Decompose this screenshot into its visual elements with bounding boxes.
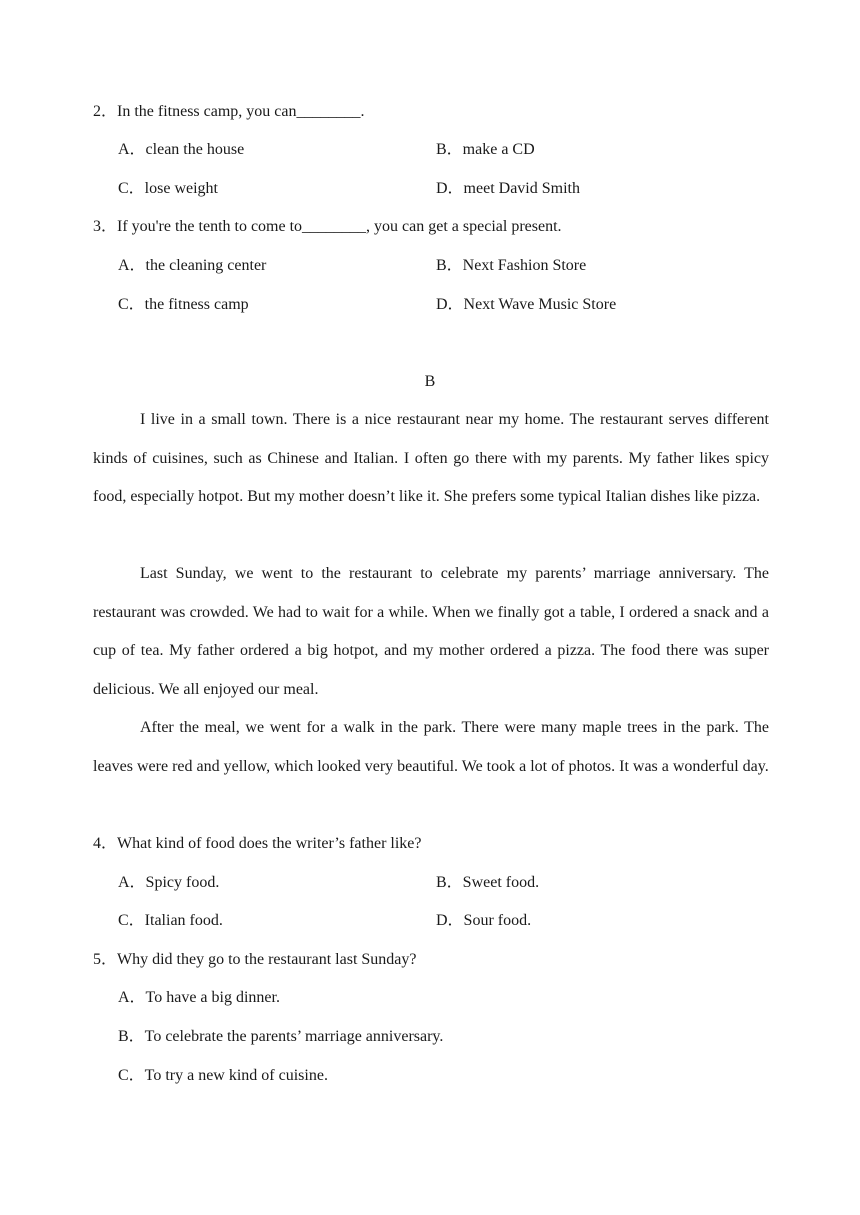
question-5-option-a: A．To have a big dinner. xyxy=(118,989,280,1006)
question-2-option-c: C．lose weight xyxy=(118,180,218,197)
passage-paragraph-1: I live in a small town. There is a nice restaurant near my home. The restaurant serves different kinds of cuisines, such as Chinese and Italian. I often go there with my parents. My father likes spicy food, especially hotpot. But my mother doesn’t like it. She prefers some typical Italian dishes like pizza. xyxy=(93,411,769,506)
passage-paragraph-3: After the meal, we went for a walk in the park. There were many maple trees in the park. The leaves were red and yellow, which looked very beautiful. We took a lot of photos. It was a wonderful day. xyxy=(93,719,769,775)
question-3-option-b: B．Next Fashion Store xyxy=(436,257,587,274)
question-2-stem: 2．In the fitness camp, you can________. xyxy=(93,103,365,120)
question-4-option-c: C．Italian food. xyxy=(118,912,223,929)
question-4-stem: 4．What kind of food does the writer’s father like? xyxy=(93,835,422,852)
question-3-option-d: D．Next Wave Music Store xyxy=(436,296,617,313)
question-4-option-a: A．Spicy food. xyxy=(118,874,220,891)
question-4-option-d: D．Sour food. xyxy=(436,912,532,929)
question-5-option-c: C．To try a new kind of cuisine. xyxy=(118,1067,328,1084)
question-3-option-a: A．the cleaning center xyxy=(118,257,267,274)
question-3-stem: 3．If you're the tenth to come to________, you can get a special present. xyxy=(93,218,562,235)
question-3-option-c: C．the fitness camp xyxy=(118,296,249,313)
passage-paragraph-2: Last Sunday, we went to the restaurant to celebrate my parents’ marriage anniversary. The restaurant was crowded. We had to wait for a while. When we finally got a table, I ordered a snack and a cup of tea. My father ordered a big hotpot, and my mother ordered a pizza. The food there was super delicious. We all enjoyed our meal. xyxy=(93,565,769,698)
question-4-option-b: B．Sweet food. xyxy=(436,874,540,891)
question-5-option-b: B．To celebrate the parents’ marriage anniversary. xyxy=(118,1028,444,1045)
question-2-option-a: A．clean the house xyxy=(118,141,245,158)
section-b-heading: B xyxy=(424,373,436,390)
question-2-option-d: D．meet David Smith xyxy=(436,180,580,197)
question-5-stem: 5．Why did they go to the restaurant last Sunday? xyxy=(93,951,417,968)
question-2-option-b: B．make a CD xyxy=(436,141,535,158)
